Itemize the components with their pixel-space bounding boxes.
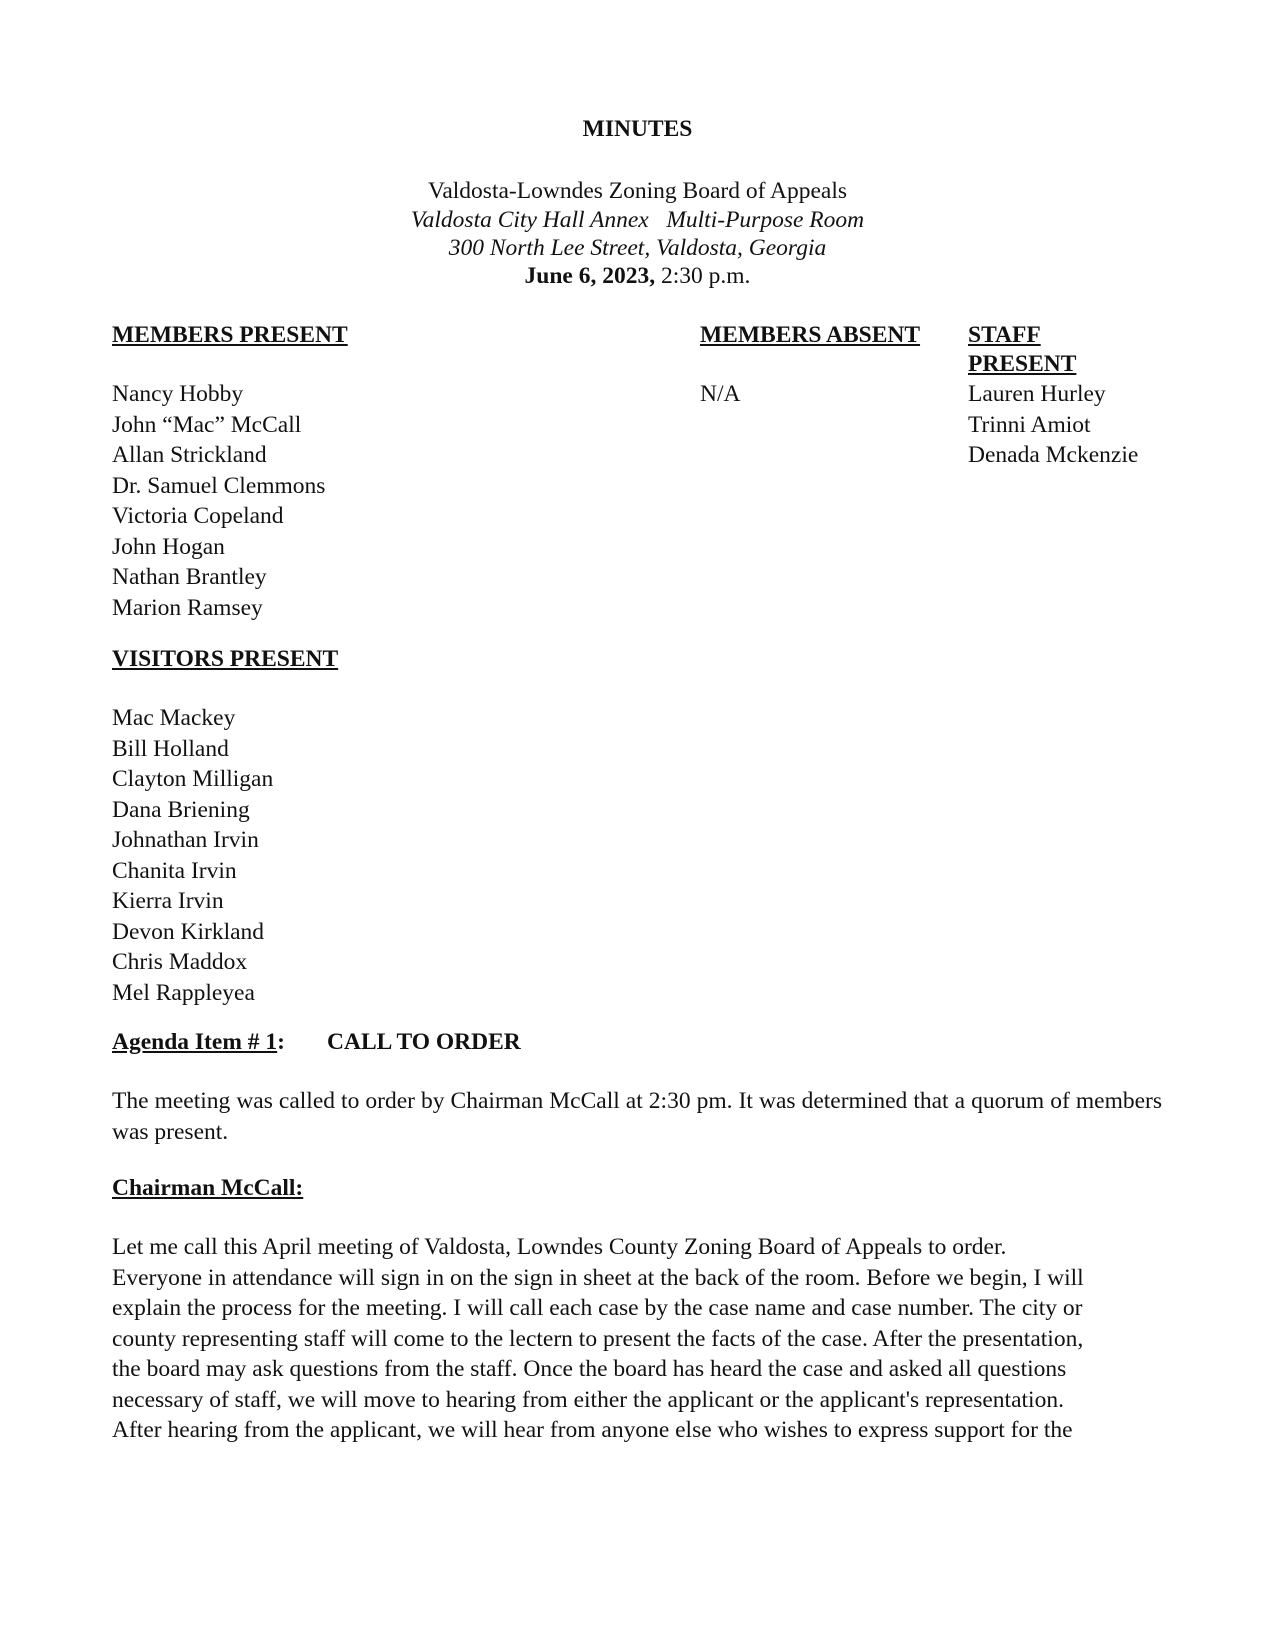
list-item: Nancy Hobby	[112, 381, 244, 407]
list-item: Dr. Samuel Clemmons	[112, 472, 326, 499]
list-item: Denada Mckenzie	[968, 442, 1139, 468]
visitors-present-list	[112, 703, 273, 1008]
list-item: Devon Kirkland	[112, 918, 265, 945]
meeting-date: June 6, 2023,	[524, 263, 656, 289]
statement-line: county representing staff will come to the lectern to present the facts of the case. After the presentation,	[112, 1325, 1084, 1352]
members-present-heading: MEMBERS PRESENT	[112, 322, 348, 348]
agenda-item-1-colon: :	[277, 1029, 285, 1055]
chairman-statement	[112, 1232, 1084, 1446]
list-item: Bill Holland	[112, 735, 229, 762]
list-item: Chris Maddox	[112, 949, 248, 975]
list-item: Johnathan Irvin	[112, 827, 259, 853]
members-present-list	[112, 379, 325, 623]
visitors-present-heading: VISITORS PRESENT	[112, 646, 339, 672]
list-item: Lauren Hurley	[968, 381, 1106, 407]
statement-line: Everyone in attendance will sign in on the sign in sheet at the back of the room. Before we begin, I will	[112, 1264, 1084, 1291]
members-absent-heading: MEMBERS ABSENT	[700, 322, 921, 348]
agenda-item-1-title: CALL TO ORDER	[327, 1029, 521, 1055]
list-item: Allan Strickland	[112, 442, 267, 468]
agenda-item-1-label: Agenda Item # 1	[112, 1029, 278, 1055]
statement-line: explain the process for the meeting. I will call each case by the case name and case number. The city or	[112, 1295, 1083, 1321]
agenda-item-1-heading	[112, 1027, 285, 1058]
list-item: Kierra Irvin	[112, 888, 224, 914]
list-item: Victoria Copeland	[112, 503, 284, 529]
list-item: Mac Mackey	[112, 705, 236, 731]
list-item: John “Mac” McCall	[112, 411, 302, 438]
meeting-address: 300 North Lee Street, Valdosta, Georgia	[448, 235, 827, 261]
statement-line: Let me call this April meeting of Valdosta, Lowndes County Zoning Board of Appeals to order.	[112, 1234, 1007, 1260]
document-title: MINUTES	[582, 116, 693, 142]
list-item: Marion Ramsey	[112, 594, 263, 621]
list-item: Trinni Amiot	[968, 411, 1091, 438]
list-item: Mel Rappleyea	[112, 979, 255, 1006]
list-item: Clayton Milligan	[112, 766, 274, 792]
members-absent-list	[700, 379, 740, 410]
list-item: N/A	[700, 381, 741, 407]
list-item: Dana Briening	[112, 796, 250, 823]
statement-line: the board may ask questions from the staff. Once the board has heard the case and asked all questions	[112, 1356, 1067, 1382]
staff-present-heading-line1: STAFF	[968, 322, 1041, 348]
agenda-item-1-text: The meeting was called to order by Chairman McCall at 2:30 pm. It was determined that a quorum of members was present.	[112, 1088, 1162, 1145]
staff-present-list	[968, 379, 1138, 471]
chairman-heading: Chairman McCall:	[112, 1175, 304, 1201]
meeting-location	[0, 205, 1275, 236]
statement-line: After hearing from the applicant, we will hear from anyone else who wishes to express support for the	[112, 1417, 1073, 1443]
meeting-datetime	[0, 261, 1275, 292]
meeting-time: 2:30 p.m.	[661, 263, 751, 289]
list-item: John Hogan	[112, 533, 225, 560]
organization-name: Valdosta-Lowndes Zoning Board of Appeals	[427, 178, 847, 204]
staff-present-heading-line2: PRESENT	[968, 351, 1077, 377]
statement-line: necessary of staff, we will move to hearing from either the applicant or the applicant's representation.	[112, 1386, 1064, 1413]
list-item: Nathan Brantley	[112, 564, 267, 590]
list-item: Chanita Irvin	[112, 857, 237, 884]
location-building: Valdosta City Hall Annex	[410, 207, 649, 233]
location-room: Multi-Purpose Room	[666, 207, 865, 233]
